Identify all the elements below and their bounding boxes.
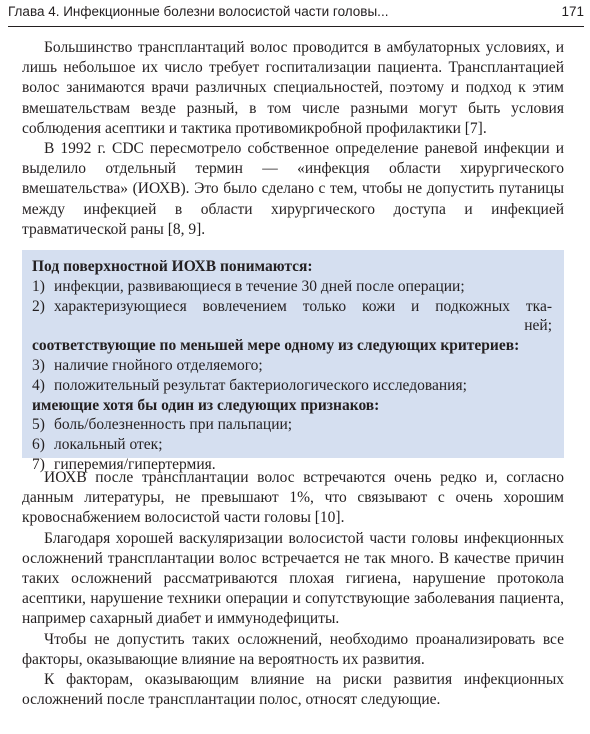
list-item (32, 297, 552, 337)
item-number: 4) (32, 376, 45, 394)
item-number: 3) (32, 356, 45, 374)
definition-box (22, 250, 564, 473)
paragraph: В 1992 г. CDC пересмотрело собственное определение раневой инфекции и выделило отдельный термин — «инфекция области хирургического вмешательства» (ИОХВ). Это было сделано с тем, чтобы не допустить путаницы между инфекцией в области хирургического доступа и инфекцией травматической раны [8, 9]. (22, 140, 564, 238)
chapter-title: Глава 4. Инфекционные болезни волосистой части головы... (8, 4, 389, 19)
criteria-list (32, 356, 552, 396)
running-head (8, 0, 584, 24)
paragraph: К факторам, оказывающим влияние на риски развития инфекционных осложнений после трансплантации полос, относят следующие. (22, 671, 564, 709)
paragraph: Большинство трансплантаций волос проводится в амбулаторных условиях, и лишь небольшое их число требует госпитализации пациента. Трансплантацией волос занимаются врачи различных специальностей, поэтому и подход к этим вмешательствам везде разный, в том числе разными могут быть условия соблюдения асептики и тактика противомикробной профилактики [7]. (22, 39, 564, 137)
paragraph: Благодаря хорошей васкуляризации волосистой части головы инфекционных осложнений трансплантации волос встречается не так много. В качестве причин таких осложнений рассматриваются плохая гигиена, нарушение протокола асептики, нарушение техники операции и сопутствующие заболевания пациента, например сахарный диабет и иммунодефициты. (22, 529, 564, 628)
item-number: 5) (32, 416, 45, 434)
box-subheading: имеющие хотя бы один из следующих признаков: (32, 396, 380, 414)
item-text-wrapped (54, 297, 552, 337)
item-text: боль/болезненность при пальпации; (54, 416, 293, 434)
paragraph: ИОХВ после трансплантации волос встречаются очень редко и, согласно данным литературы, не превышают 1%, что связывают с очень хорошим кровоснабжением волосистой части головы [10]. (22, 469, 564, 527)
body-text-bottom (22, 468, 564, 710)
item-text: характеризующиеся вовлечением только кожи и подкожных тка- (54, 297, 552, 315)
item-text: инфекции, развивающиеся в течение 30 дней после операции; (54, 277, 465, 295)
criteria-list (32, 415, 552, 474)
list-item (32, 356, 552, 376)
list-item (32, 376, 552, 396)
item-text: локальный отек; (54, 436, 163, 454)
item-text: гиперемия/гипертермия. (54, 455, 216, 473)
item-number: 2) (32, 297, 45, 315)
item-number: 1) (32, 277, 45, 295)
header-rule (8, 26, 584, 27)
item-text: наличие гнойного отделяемого; (54, 356, 263, 374)
item-number: 6) (32, 436, 45, 454)
item-text: положительный результат бактериологического исследования; (54, 376, 467, 394)
page-number: 171 (561, 4, 584, 19)
box-heading: Под поверхностной ИОХВ понимаются: (32, 258, 313, 275)
item-number: 7) (32, 455, 45, 473)
paragraph: Чтобы не допустить таких осложнений, необходимо проанализировать все факторы, оказывающие влияние на вероятность их развития. (22, 630, 564, 668)
body-text-top (22, 38, 564, 240)
list-item (32, 277, 552, 297)
item-text-continuation: ней; (524, 317, 552, 335)
box-subheading: соответствующие по меньшей мере одному из следующих критериев: (32, 337, 520, 355)
list-item (32, 415, 552, 435)
list-item (32, 435, 552, 455)
criteria-list (32, 277, 552, 336)
